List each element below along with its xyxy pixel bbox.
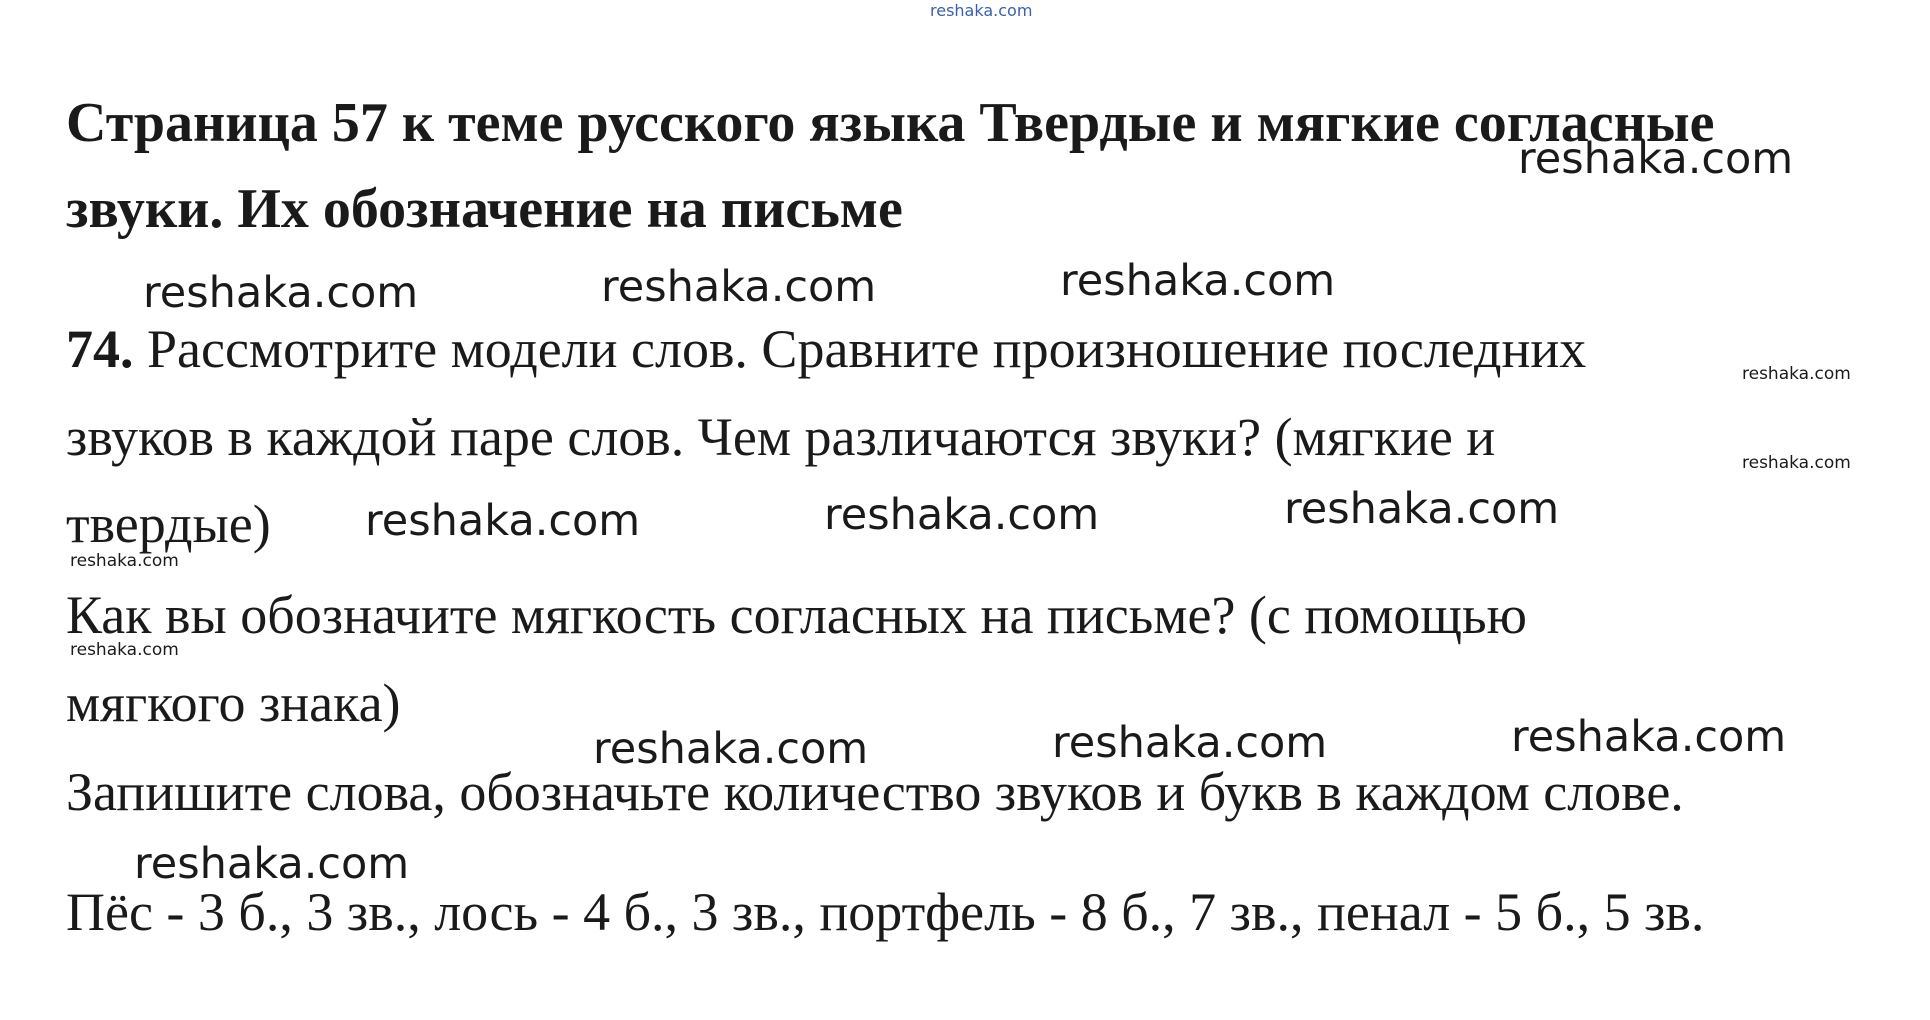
page-title-line-1: Страница 57 к теме русского языка Твердые и мягкие согласные: [66, 92, 1715, 154]
watermark: reshaka.com: [1511, 712, 1787, 762]
watermark: reshaka.com: [1060, 256, 1336, 306]
header-watermark: reshaka.com: [930, 1, 1033, 20]
watermark: reshaka.com: [824, 490, 1100, 540]
task-line-1-text: Рассмотрите модели слов. Сравните произношение последних: [147, 319, 1587, 379]
task-number: 74.: [66, 319, 134, 379]
watermark: reshaka.com: [1284, 484, 1560, 534]
watermark: reshaka.com: [70, 640, 179, 660]
watermark: reshaka.com: [1518, 134, 1794, 184]
watermark: reshaka.com: [1052, 718, 1328, 768]
task-answer: Пёс - 3 б., 3 зв., лось - 4 б., 3 зв., портфель - 8 б., 7 зв., пенал - 5 б., 5 зв.: [66, 882, 1705, 942]
page-title-line-2: звуки. Их обозначение на письме: [66, 178, 903, 240]
task-line-2: звуков в каждой паре слов. Чем различаются звуки? (мягкие и: [66, 407, 1496, 467]
watermark: reshaka.com: [1742, 453, 1851, 473]
task-line-3: твердые): [66, 494, 271, 554]
task-line-1: [66, 319, 1587, 379]
watermark: reshaka.com: [593, 724, 869, 774]
watermark: reshaka.com: [134, 839, 410, 889]
watermark: reshaka.com: [70, 551, 179, 571]
watermark: reshaka.com: [143, 268, 419, 318]
watermark: reshaka.com: [1742, 364, 1851, 384]
watermark: reshaka.com: [601, 262, 877, 312]
task-line-6: Запишите слова, обозначьте количество звуков и букв в каждом слове.: [66, 762, 1684, 822]
watermark: reshaka.com: [365, 496, 641, 546]
task-line-4: Как вы обозначите мягкость согласных на письме? (с помощью: [66, 585, 1527, 645]
task-line-5: мягкого знака): [66, 673, 401, 733]
